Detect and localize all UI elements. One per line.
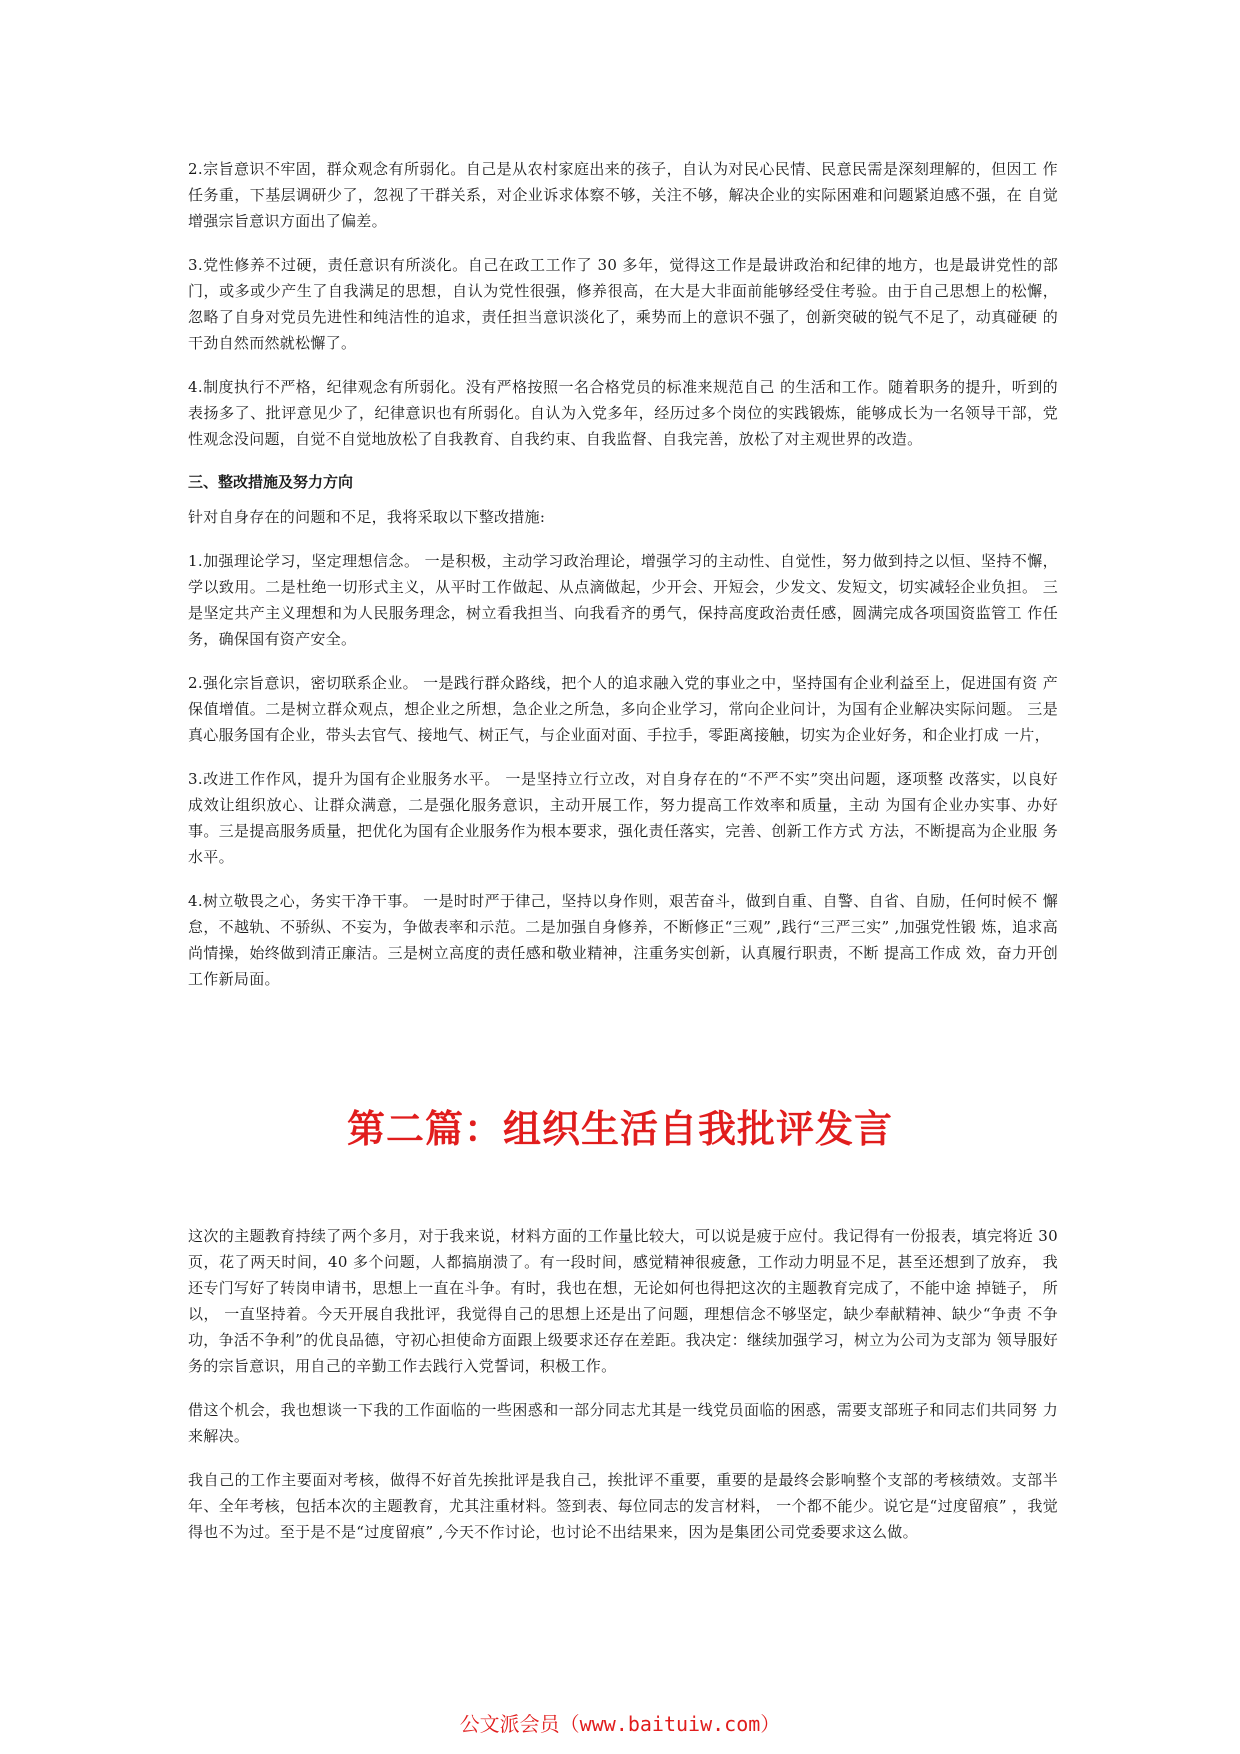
paragraph-measure-1: 1.加强理论学习，坚定理想信念。 一是积极，主动学习政治理论，增强学习的主动性、自觉性，努力做到持之以恒、坚持不懈， 学以致用。二是杜绝一切形式主义，从平时工作做起、从点滴做起，少开会、开短会，少发文、发短文，切实减轻企业负担。 三是坚定共产主义理想和为人民服务理念，树立看我担当、向我看齐的勇气，保持高度政治责任感，圆满完成各项国资监管工 作任务，确保国有资产安全。 (188, 552, 1058, 648)
paragraph-confusion: 借这个机会，我也想谈一下我的工作面临的一些困惑和一部分同志尤其是一线党员面临的困惑，需要支部班子和同志们共同努 力来解决。 (188, 1401, 1058, 1445)
paragraph-purpose-awareness: 2.宗旨意识不牢固，群众观念有所弱化。自己是从农村家庭出来的孩子，自认为对民心民情、民意民需是深刻理解的，但因工 作任务重，下基层调研少了，忽视了干群关系，对企业诉求体察不够，关注不够，解决企业的实际困难和问题紧迫感不强，在 自觉增强宗旨意识方面出了偏差。 (188, 160, 1058, 230)
paragraph-intro: 针对自身存在的问题和不足，我将采取以下整改措施: (188, 508, 546, 526)
section-heading-rectification: 三、整改措施及努力方向 (188, 473, 354, 491)
footer-watermark-link[interactable]: 公文派会员（www.baituiw.com） (459, 1712, 781, 1736)
second-article-body (188, 1223, 1058, 1563)
first-article-body (188, 156, 1058, 1010)
article-title: 第二篇：组织生活自我批评发言 (346, 1107, 893, 1151)
paragraph-discipline: 4.制度执行不严格，纪律观念有所弱化。没有严格按照一名合格党员的标准来规范自己 的生活和工作。随着职务的提升，听到的表扬多了、批评意见少了，纪律意识也有所弱化。自认为入党多年，经历过多个岗位的实践锻炼，能够成长为一名领导干部，党性观念没问题，自觉不自觉地放松了自我教育、自我约束、自我监督、自我完善，放松了对主观世界的改造。 (188, 378, 1058, 448)
paragraph-measure-4: 4.树立敬畏之心，务实干净干事。 一是时时严于律己，坚持以身作则，艰苦奋斗，做到自重、自警、自省、自励，任何时候不 懈怠，不越轨、不骄纵、不妄为，争做表率和示范。二是加强自身修养，不断修正“三观” ,践行“三严三实” ,加强党性锻 炼，追求高尚情操，始终做到清正廉洁。三是树立高度的责任感和敬业精神，注重务实创新，认真履行职责，不断 提高工作成 效，奋力开创工作新局面。 (188, 892, 1058, 988)
paragraph-assessment: 我自己的工作主要面对考核，做得不好首先挨批评是我自己，挨批评不重要，重要的是最终会影响整个支部的考核绩效。支部半年、全年考核，包括本次的主题教育，尤其注重材料。签到表、每位同志的发言材料， 一个都不能少。说它是“过度留痕” ，我觉得也不为过。至于是不是“过度留痕” ,今天不作讨论，也讨论不出结果来，因为是集团公司党委要求这么做。 (188, 1471, 1058, 1541)
paragraph-party-cultivation: 3.党性修养不过硬，责任意识有所淡化。自己在政工工作了 30 多年，觉得这工作是最讲政治和纪律的地方，也是最讲党性的部 门，或多或少产生了自我满足的思想，自认为党性很强，修养很高，在大是大非面前能够经受住考验。由于自己思想上的松懈， 忽略了自身对党员先进性和纯洁性的追求，责任担当意识淡化了，乘势而上的意识不强了，创新突破的锐气不足了，动真碰硬 的干劲自然而然就松懈了。 (188, 256, 1058, 352)
paragraph-measure-3: 3.改进工作作风，提升为国有企业服务水平。 一是坚持立行立改，对自身存在的“不严不实”突出问题，逐项整 改落实，以良好 成效让组织放心、让群众满意，二是强化服务意识，主动开展工作，努力提高工作效率和质量，主动 为国有企业办实事、办好 事。三是提高服务质量，把优化为国有企业服务作为根本要求，强化责任落实，完善、创新工作方式 方法，不断提高为企业服 务水平。 (188, 770, 1058, 866)
paragraph-measure-2: 2.强化宗旨意识，密切联系企业。 一是践行群众路线，把个人的追求融入党的事业之中，坚持国有企业利益至上，促进国有资 产保值增值。二是树立群众观点，想企业之所想，急企业之所急，多向企业学习，常向企业问计，为国有企业解决实际问题。 三是真心服务国有企业，带头去官气、接地气、树正气，与企业面对面、手拉手，零距离接触，切实为企业好务，和企业打成 一片， (188, 674, 1058, 744)
paragraph-theme-education: 这次的主题教育持续了两个多月，对于我来说，材料方面的工作量比较大，可以说是疲于应付。我记得有一份报表，填完将近 30 页，花了两天时间，40 多个问题，人都搞崩溃了。有一段时间，感觉精神很疲惫，工作动力明显不足，甚至还想到了放弃， 我还专门写好了转岗申请书，思想上一直在斗争。有时，我也在想，无论如何也得把这次的主题教育完成了，不能中途 掉链子， 所以， 一直坚持着。今天开展自我批评，我觉得自己的思想上还是出了问题，理想信念不够坚定，缺少奉献精神、缺少“争责 不争功，争活不争利”的优良品德，守初心担使命方面跟上级要求还存在差距。我决定：继续加强学习，树立为公司为支部为 领导服好务的宗旨意识，用自己的辛勤工作去践行入党誓词，积极工作。 (188, 1227, 1058, 1375)
